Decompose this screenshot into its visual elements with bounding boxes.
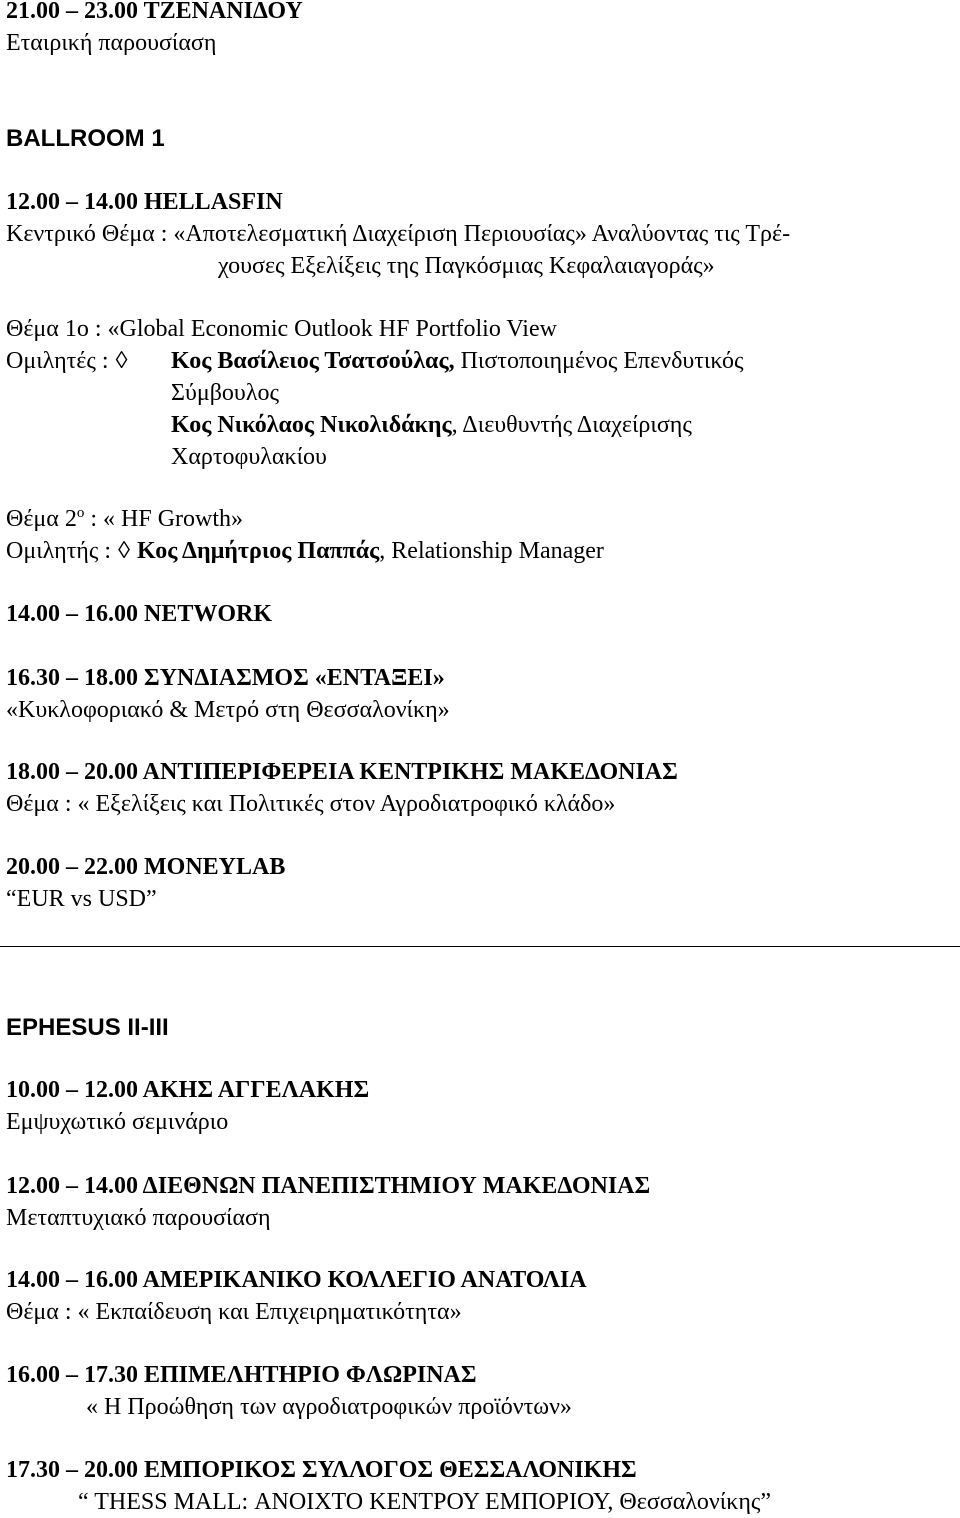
akis-heading: 10.00 – 12.00 ΑΚΗΣ ΑΓΓΕΛΑΚΗΣ	[6, 1077, 370, 1103]
emporikos-heading: 17.30 – 20.00 ΕΜΠΟΡΙΚΟΣ ΣΥΛΛΟΓΟΣ ΘΕΣΣΑΛΟΝΙΚΗΣ	[6, 1457, 637, 1483]
network-heading: 14.00 – 16.00 NETWORK	[6, 601, 273, 627]
hellasfin-theme-2: Θέμα $2^o$ : « HF Growth»	[6, 505, 244, 532]
tzenanidou-subtitle: Εταιρική παρουσίαση	[6, 30, 217, 56]
speaker-3-name: Κος Δημήτριος Παππάς	[137, 538, 380, 564]
speaker-2-role: , Διευθυντής Διαχείρισης	[451, 412, 692, 438]
speaker-1-role-cont: Σύμβουλος	[171, 380, 279, 406]
emporikos-subtitle: “ THESS MALL: ΑΝΟΙΧΤΟ ΚΕΝΤΡΟΥ ΕΜΠΟΡΙΟΥ, Θεσσαλονίκης”	[78, 1489, 772, 1515]
speakers-label: Ομιλητές :	[6, 348, 109, 374]
speakers-row-1	[6, 347, 129, 375]
hellasfin-theme-1: Θέμα 1ο : «Global Economic Outlook HF Portfolio View	[6, 316, 557, 342]
speaker-label: Ομιλητής :	[6, 538, 111, 564]
uom-heading: 12.00 – 14.00 ΔΙΕΘΝΩΝ ΠΑΝΕΠΙΣΤΗΜΙΟΥ ΜΑΚΕΔΟΝΙΑΣ	[6, 1173, 651, 1199]
moneylab-subtitle: “EUR vs USD”	[6, 886, 157, 912]
hellasfin-main-theme-line2: χουσες Εξελίξεις της Παγκόσμιας Κεφαλαιαγοράς»	[218, 253, 715, 279]
entaxei-heading: 16.30 – 18.00 ΣΥΝΔΙΑΣΜΟΣ «ΕΝΤΑΞΕΙ»	[6, 665, 445, 691]
diamond-bullet-icon: ◊	[115, 348, 128, 374]
speaker-2-line	[171, 411, 692, 439]
entaxei-subtitle: «Κυκλοφοριακό & Μετρό στη Θεσσαλονίκη»	[6, 697, 450, 723]
periferia-subtitle: Θέμα : « Εξελίξεις και Πολιτικές στον Αγροδιατροφικό κλάδο»	[6, 791, 616, 817]
tzenanidou-heading: 21.00 – 23.00 ΤΖΕΝΑΝΙΔΟΥ	[6, 0, 303, 24]
periferia-heading: 18.00 – 20.00 ΑΝΤΙΠΕΡΙΦΕΡΕΙΑ ΚΕΝΤΡΙΚΗΣ ΜΑΚΕΔΟΝΙΑΣ	[6, 759, 678, 785]
speaker-1-line	[171, 347, 743, 375]
florina-subtitle: « Η Προώθηση των αγροδιατροφικών προϊόντων»	[86, 1394, 572, 1420]
anatolia-subtitle: Θέμα : « Εκπαίδευση και Επιχειρηματικότητα»	[6, 1299, 462, 1325]
uom-subtitle: Μεταπτυχιακό παρουσίαση	[6, 1205, 271, 1231]
akis-subtitle: Εμψυχωτικό σεμινάριο	[6, 1109, 229, 1135]
speaker-1-name: Κος Βασίλειος Τσατσούλας,	[171, 348, 455, 374]
diamond-bullet-icon: ◊	[118, 538, 130, 564]
hellasfin-main-theme-line1: Κεντρικό Θέμα : «Αποτελεσματική Διαχείριση Περιουσίας» Αναλύοντας τις Τρέ-	[6, 221, 791, 247]
speaker-row-3	[6, 537, 604, 565]
anatolia-heading: 14.00 – 16.00 ΑΜΕΡΙΚΑΝΙΚΟ ΚΟΛΛΕΓΙΟ ΑΝΑΤΟΛΙΑ	[6, 1267, 587, 1293]
speaker-3-role: , Relationship Manager	[379, 538, 604, 564]
ballroom-1-title: BALLROOM 1	[6, 125, 165, 152]
section-divider	[0, 946, 960, 947]
moneylab-heading: 20.00 – 22.00 MONEYLAB	[6, 854, 286, 880]
speaker-2-role-cont: Χαρτοφυλακίου	[171, 444, 327, 470]
speaker-1-role: Πιστοποιημένος Επενδυτικός	[454, 348, 744, 374]
ephesus-title: EPHESUS II-III	[6, 1014, 169, 1041]
florina-heading: 16.00 – 17.30 ΕΠΙΜΕΛΗΤΗΡΙΟ ΦΛΩΡΙΝΑΣ	[6, 1362, 477, 1388]
speaker-2-name: Κος Νικόλαος Νικολιδάκης	[171, 412, 452, 438]
hellasfin-heading: 12.00 – 14.00 HELLASFIN	[6, 189, 283, 215]
